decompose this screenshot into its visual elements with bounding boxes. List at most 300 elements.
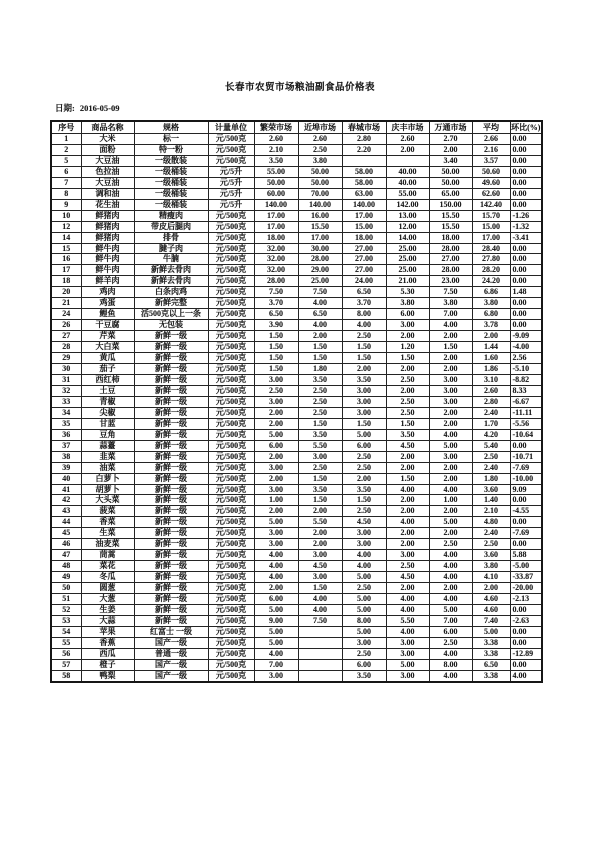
table-cell: 40.00 <box>386 177 429 188</box>
table-row <box>51 177 542 188</box>
table-cell: 3.00 <box>386 320 429 331</box>
table-cell: 0.00 <box>510 626 542 637</box>
table-cell: 62.60 <box>472 188 510 199</box>
table-row <box>51 320 542 331</box>
table-cell: 2.50 <box>472 451 510 462</box>
table-cell: 4.00 <box>429 594 472 605</box>
table-cell: 青椒 <box>81 396 134 407</box>
table-cell: 5.00 <box>254 517 298 528</box>
table-cell: 大白菜 <box>81 342 134 353</box>
table-cell: 15.00 <box>472 221 510 232</box>
table-cell: 6.50 <box>298 309 342 320</box>
table-cell: 2.50 <box>342 331 386 342</box>
table-cell: -1.26 <box>510 210 542 221</box>
table-cell: 2.00 <box>298 506 342 517</box>
table-cell: 元/500克 <box>208 331 254 342</box>
table-cell: 16 <box>51 254 81 265</box>
table-row <box>51 134 542 145</box>
table-cell: 一级桶装 <box>134 199 208 210</box>
table-cell: 鲜猪肉 <box>81 210 134 221</box>
table-cell: 2.10 <box>254 144 298 155</box>
table-cell: 元/500克 <box>208 517 254 528</box>
table-cell: 5.00 <box>342 604 386 615</box>
table-cell: 3.50 <box>254 155 298 166</box>
table-row <box>51 539 542 550</box>
table-cell: 1.50 <box>298 353 342 364</box>
table-cell: 52 <box>51 604 81 615</box>
table-cell: 5.00 <box>342 572 386 583</box>
table-cell: 新鲜一级 <box>134 517 208 528</box>
table-cell: 38 <box>51 451 81 462</box>
table-cell: 18.00 <box>342 232 386 243</box>
table-cell: 70.00 <box>298 188 342 199</box>
table-cell: 5.00 <box>254 429 298 440</box>
table-cell: 元/500克 <box>208 495 254 506</box>
table-cell: 5.00 <box>429 440 472 451</box>
table-cell: 白萝卜 <box>81 473 134 484</box>
table-cell: 1.40 <box>472 495 510 506</box>
table-cell: 24 <box>51 309 81 320</box>
table-cell: 4.00 <box>429 561 472 572</box>
date-line <box>55 102 600 114</box>
table-cell: 新鲜一级 <box>134 539 208 550</box>
table-cell: 6.50 <box>472 659 510 670</box>
table-row <box>51 331 542 342</box>
table-cell: 5 <box>51 155 81 166</box>
table-cell: 新鲜去骨肉 <box>134 276 208 287</box>
table-cell: 6.86 <box>472 287 510 298</box>
table-cell: 3.00 <box>254 528 298 539</box>
table-cell: 香蕉 <box>81 637 134 648</box>
table-cell: 50.00 <box>254 177 298 188</box>
table-cell: 18.00 <box>429 232 472 243</box>
table-cell: 2.50 <box>386 374 429 385</box>
table-cell: 元/500克 <box>208 451 254 462</box>
table-cell: -10.64 <box>510 429 542 440</box>
table-cell: 4.00 <box>429 648 472 659</box>
table-cell: 元/5升 <box>208 199 254 210</box>
table-cell: 4.00 <box>254 648 298 659</box>
table-cell: 元/500克 <box>208 429 254 440</box>
table-cell: 3.50 <box>298 484 342 495</box>
table-cell: 元/500克 <box>208 342 254 353</box>
table-cell: 2.00 <box>254 407 298 418</box>
table-cell: 新鲜一级 <box>134 396 208 407</box>
table-cell: 一级散装 <box>134 155 208 166</box>
table-cell: 菜花 <box>81 561 134 572</box>
table-cell: 2.50 <box>429 539 472 550</box>
table-cell: 56 <box>51 648 81 659</box>
table-cell: 49.60 <box>472 177 510 188</box>
table-cell: 3.00 <box>386 637 429 648</box>
table-row <box>51 550 542 561</box>
table-cell: 15.70 <box>472 210 510 221</box>
table-cell: 13.00 <box>386 210 429 221</box>
table-cell: 2.50 <box>298 144 342 155</box>
table-cell: 胡萝卜 <box>81 484 134 495</box>
table-cell: 0.00 <box>510 637 542 648</box>
table-cell: 2.00 <box>472 583 510 594</box>
table-cell: 4.00 <box>386 517 429 528</box>
table-row <box>51 659 542 670</box>
table-cell: 2.50 <box>386 407 429 418</box>
table-cell: 1.00 <box>254 495 298 506</box>
table-cell <box>298 659 342 670</box>
table-cell: 3.00 <box>342 528 386 539</box>
table-cell: 3.00 <box>342 385 386 396</box>
table-cell: 2.66 <box>472 134 510 145</box>
table-cell: -12.89 <box>510 648 542 659</box>
column-header: 庆丰市场 <box>386 121 429 134</box>
table-cell: 2.00 <box>429 583 472 594</box>
table-cell: 140.00 <box>254 199 298 210</box>
table-cell: 0.00 <box>510 188 542 199</box>
table-cell: 1.50 <box>254 342 298 353</box>
table-cell: 4.00 <box>254 561 298 572</box>
table-cell: 39 <box>51 462 81 473</box>
table-cell: 国产一级 <box>134 637 208 648</box>
table-cell: 3.00 <box>386 550 429 561</box>
table-cell: 7.00 <box>429 309 472 320</box>
table-cell: 新鲜一级 <box>134 331 208 342</box>
table-row <box>51 462 542 473</box>
table-cell: 西瓜 <box>81 648 134 659</box>
table-cell: 白条肉鸡 <box>134 287 208 298</box>
table-cell: 43 <box>51 506 81 517</box>
table-cell: 7.00 <box>254 659 298 670</box>
table-cell: 60.00 <box>254 188 298 199</box>
table-cell: 排骨 <box>134 232 208 243</box>
table-cell: 1.50 <box>386 418 429 429</box>
table-body <box>51 134 542 682</box>
table-cell: 55 <box>51 637 81 648</box>
table-cell: 7 <box>51 177 81 188</box>
table-cell: 14 <box>51 232 81 243</box>
table-cell: 0.00 <box>510 177 542 188</box>
table-cell: 1.48 <box>510 287 542 298</box>
table-row <box>51 506 542 517</box>
table-row <box>51 637 542 648</box>
table-cell: 36 <box>51 429 81 440</box>
table-cell: 30 <box>51 364 81 375</box>
table-cell: -4.00 <box>510 342 542 353</box>
price-table <box>50 120 543 683</box>
table-cell: 一级桶装 <box>134 188 208 199</box>
table-cell: 50.00 <box>429 166 472 177</box>
table-cell: 无包装 <box>134 320 208 331</box>
table-cell: 3.80 <box>472 561 510 572</box>
table-cell: 3.50 <box>342 374 386 385</box>
table-cell: 28.00 <box>429 243 472 254</box>
table-cell: -1.32 <box>510 221 542 232</box>
table-cell: 25.00 <box>386 254 429 265</box>
table-cell: -10.00 <box>510 473 542 484</box>
table-cell: 鸡肉 <box>81 287 134 298</box>
table-cell: 0.00 <box>510 604 542 615</box>
table-cell: 0.00 <box>510 155 542 166</box>
table-cell: -33.87 <box>510 572 542 583</box>
table-cell: 2.00 <box>386 506 429 517</box>
table-cell: 2.00 <box>386 528 429 539</box>
table-cell: 32.00 <box>254 265 298 276</box>
table-cell: 1.50 <box>298 418 342 429</box>
table-cell: 标一 <box>134 134 208 145</box>
table-row <box>51 232 542 243</box>
table-row <box>51 517 542 528</box>
table-cell: -3.41 <box>510 232 542 243</box>
table-cell: 150.00 <box>429 199 472 210</box>
table-cell: -7.69 <box>510 462 542 473</box>
table-cell: 3.50 <box>386 429 429 440</box>
table-cell: 0.00 <box>510 134 542 145</box>
table-cell: 新鲜一级 <box>134 451 208 462</box>
table-cell: 2.00 <box>254 451 298 462</box>
table-cell: 3.00 <box>342 637 386 648</box>
table-cell: 17 <box>51 265 81 276</box>
table-cell: 新鲜一级 <box>134 385 208 396</box>
table-cell: 1.80 <box>298 364 342 375</box>
table-cell: 55.00 <box>254 166 298 177</box>
table-cell: 1.50 <box>254 331 298 342</box>
table-cell: 0.00 <box>510 495 542 506</box>
table-cell: 4.80 <box>472 517 510 528</box>
table-cell: 0.00 <box>510 254 542 265</box>
table-cell: 鲜羊肉 <box>81 276 134 287</box>
table-cell: 17.00 <box>298 232 342 243</box>
table-cell: 4.50 <box>386 440 429 451</box>
table-cell: 2.00 <box>254 418 298 429</box>
table-row <box>51 166 542 177</box>
table-cell: 7.50 <box>429 287 472 298</box>
table-cell: 2.50 <box>298 396 342 407</box>
table-cell: 豆角 <box>81 429 134 440</box>
table-cell: 28.00 <box>254 276 298 287</box>
table-cell: 元/500克 <box>208 659 254 670</box>
table-cell: 3.80 <box>298 155 342 166</box>
table-cell: 2.80 <box>472 396 510 407</box>
table-cell: 40 <box>51 473 81 484</box>
table-cell: 1.50 <box>342 342 386 353</box>
column-header: 春城市场 <box>342 121 386 134</box>
table-cell: 橙子 <box>81 659 134 670</box>
table-cell: 41 <box>51 484 81 495</box>
table-cell: 9.09 <box>510 484 542 495</box>
table-cell: 生姜 <box>81 604 134 615</box>
table-cell: 4.10 <box>472 572 510 583</box>
table-cell: 茄子 <box>81 364 134 375</box>
table-cell: 元/500克 <box>208 243 254 254</box>
table-cell: 元/500克 <box>208 583 254 594</box>
table-cell: 色拉油 <box>81 166 134 177</box>
table-cell: 一级桶装 <box>134 177 208 188</box>
table-cell: 26 <box>51 320 81 331</box>
table-cell: 7.50 <box>298 615 342 626</box>
table-row <box>51 243 542 254</box>
table-cell: 0.00 <box>510 243 542 254</box>
table-cell: 30.00 <box>298 243 342 254</box>
table-cell: 4.00 <box>342 561 386 572</box>
table-cell: 6.00 <box>254 594 298 605</box>
table-cell: 31 <box>51 374 81 385</box>
table-cell: 17.00 <box>254 210 298 221</box>
table-cell: 29 <box>51 353 81 364</box>
table-row <box>51 648 542 659</box>
table-cell: 2.00 <box>342 364 386 375</box>
table-row <box>51 615 542 626</box>
table-cell: 0.00 <box>510 517 542 528</box>
table-cell: 54 <box>51 626 81 637</box>
table-cell: 8.33 <box>510 385 542 396</box>
table-cell: 2.50 <box>298 407 342 418</box>
table-cell: -8.82 <box>510 374 542 385</box>
table-cell: 5.50 <box>298 517 342 528</box>
table-cell: 4.00 <box>386 484 429 495</box>
table-cell: 4.00 <box>429 550 472 561</box>
table-cell: 49 <box>51 572 81 583</box>
table-cell: 1.50 <box>298 342 342 353</box>
table-cell: 32.00 <box>254 254 298 265</box>
table-cell: 新鲜一级 <box>134 374 208 385</box>
table-cell: 红富士 一级 <box>134 626 208 637</box>
column-header: 序号 <box>51 121 81 134</box>
table-cell: 15.50 <box>429 210 472 221</box>
table-cell: 尖椒 <box>81 407 134 418</box>
table-cell: 2.00 <box>386 539 429 550</box>
table-header-row <box>51 121 542 134</box>
table-cell: 25.00 <box>386 265 429 276</box>
table-cell: 元/500克 <box>208 396 254 407</box>
table-cell: 6.00 <box>386 309 429 320</box>
table-cell: 5.40 <box>472 440 510 451</box>
table-cell: 元/500克 <box>208 254 254 265</box>
column-header: 近埠市场 <box>298 121 342 134</box>
table-row <box>51 374 542 385</box>
table-cell: 1.50 <box>254 353 298 364</box>
table-cell: 2.00 <box>429 144 472 155</box>
table-cell: 3.00 <box>386 648 429 659</box>
table-cell: -7.69 <box>510 528 542 539</box>
table-cell: 2.10 <box>472 506 510 517</box>
table-cell: 6.50 <box>254 309 298 320</box>
table-cell <box>386 155 429 166</box>
table-cell: 58.00 <box>342 166 386 177</box>
table-cell: 0.00 <box>510 276 542 287</box>
table-cell: 鲜牛肉 <box>81 243 134 254</box>
table-cell: 4.60 <box>472 594 510 605</box>
table-cell: 1.50 <box>298 583 342 594</box>
table-cell: 21.00 <box>386 276 429 287</box>
table-cell: 17.00 <box>342 210 386 221</box>
table-cell: 3.00 <box>386 670 429 681</box>
table-row <box>51 254 542 265</box>
table-cell: 4.50 <box>386 572 429 583</box>
table-cell: 2.50 <box>429 637 472 648</box>
table-cell: 3.00 <box>298 572 342 583</box>
table-cell: 2.50 <box>298 385 342 396</box>
table-cell: 3.80 <box>386 298 429 309</box>
table-cell: 23.00 <box>429 276 472 287</box>
table-cell: 50.00 <box>298 177 342 188</box>
table-cell: 5.00 <box>254 604 298 615</box>
table-cell: 32 <box>51 385 81 396</box>
table-cell: 2.40 <box>472 528 510 539</box>
table-cell: 元/500克 <box>208 221 254 232</box>
table-cell: 元/500克 <box>208 134 254 145</box>
table-row <box>51 276 542 287</box>
table-cell: 2.00 <box>298 331 342 342</box>
table-cell: 4.00 <box>429 670 472 681</box>
table-cell: 干豆腐 <box>81 320 134 331</box>
table-row <box>51 484 542 495</box>
table-cell: 腱子肉 <box>134 243 208 254</box>
table-cell: 3.70 <box>254 298 298 309</box>
table-cell: 1.20 <box>386 342 429 353</box>
table-cell: 3.40 <box>429 155 472 166</box>
table-cell: 2.00 <box>386 495 429 506</box>
table-cell: 15 <box>51 243 81 254</box>
table-cell: 3.50 <box>342 670 386 681</box>
table-cell: 黄瓜 <box>81 353 134 364</box>
table-cell: 0.00 <box>510 144 542 155</box>
table-cell <box>298 626 342 637</box>
table-cell: 元/500克 <box>208 320 254 331</box>
table-cell: 元/500克 <box>208 353 254 364</box>
table-cell: 2.40 <box>472 462 510 473</box>
table-cell: 10 <box>51 210 81 221</box>
table-cell: 元/500克 <box>208 407 254 418</box>
table-cell: 7.50 <box>254 287 298 298</box>
table-cell: 2.00 <box>386 451 429 462</box>
column-header: 万通市场 <box>429 121 472 134</box>
table-cell: 4.00 <box>429 429 472 440</box>
table-cell: 元/500克 <box>208 155 254 166</box>
table-cell: 2 <box>51 144 81 155</box>
table-cell: 4.00 <box>342 320 386 331</box>
table-cell: 51 <box>51 594 81 605</box>
table-cell: 7.00 <box>429 615 472 626</box>
table-cell: 5.00 <box>342 594 386 605</box>
table-cell: 1.50 <box>429 342 472 353</box>
table-cell: 65.00 <box>429 188 472 199</box>
table-cell: -2.13 <box>510 594 542 605</box>
table-cell: 28.00 <box>298 254 342 265</box>
table-cell: 1.50 <box>386 473 429 484</box>
table-cell: 42 <box>51 495 81 506</box>
table-cell: 元/500克 <box>208 374 254 385</box>
table-cell: 4.00 <box>429 320 472 331</box>
table-cell: 3.00 <box>298 550 342 561</box>
column-header: 环比(%) <box>511 123 541 132</box>
table-cell: 元/500克 <box>208 385 254 396</box>
table-cell: 50 <box>51 583 81 594</box>
table-cell: 元/500克 <box>208 309 254 320</box>
table-row <box>51 298 542 309</box>
table-cell: 3.00 <box>254 462 298 473</box>
table-cell: 2.00 <box>386 583 429 594</box>
table-row <box>51 429 542 440</box>
table-cell: 3.60 <box>472 550 510 561</box>
table-cell: 2.00 <box>386 331 429 342</box>
table-cell: 2.50 <box>342 583 386 594</box>
table-cell: 带皮后腿肉 <box>134 221 208 232</box>
table-cell: 3.00 <box>254 539 298 550</box>
table-cell: 一级桶装 <box>134 166 208 177</box>
table-cell: 新鲜一级 <box>134 440 208 451</box>
table-cell: 20 <box>51 287 81 298</box>
table-cell: 12 <box>51 221 81 232</box>
table-cell: 新鲜去骨肉 <box>134 265 208 276</box>
table-cell: 0.00 <box>510 539 542 550</box>
